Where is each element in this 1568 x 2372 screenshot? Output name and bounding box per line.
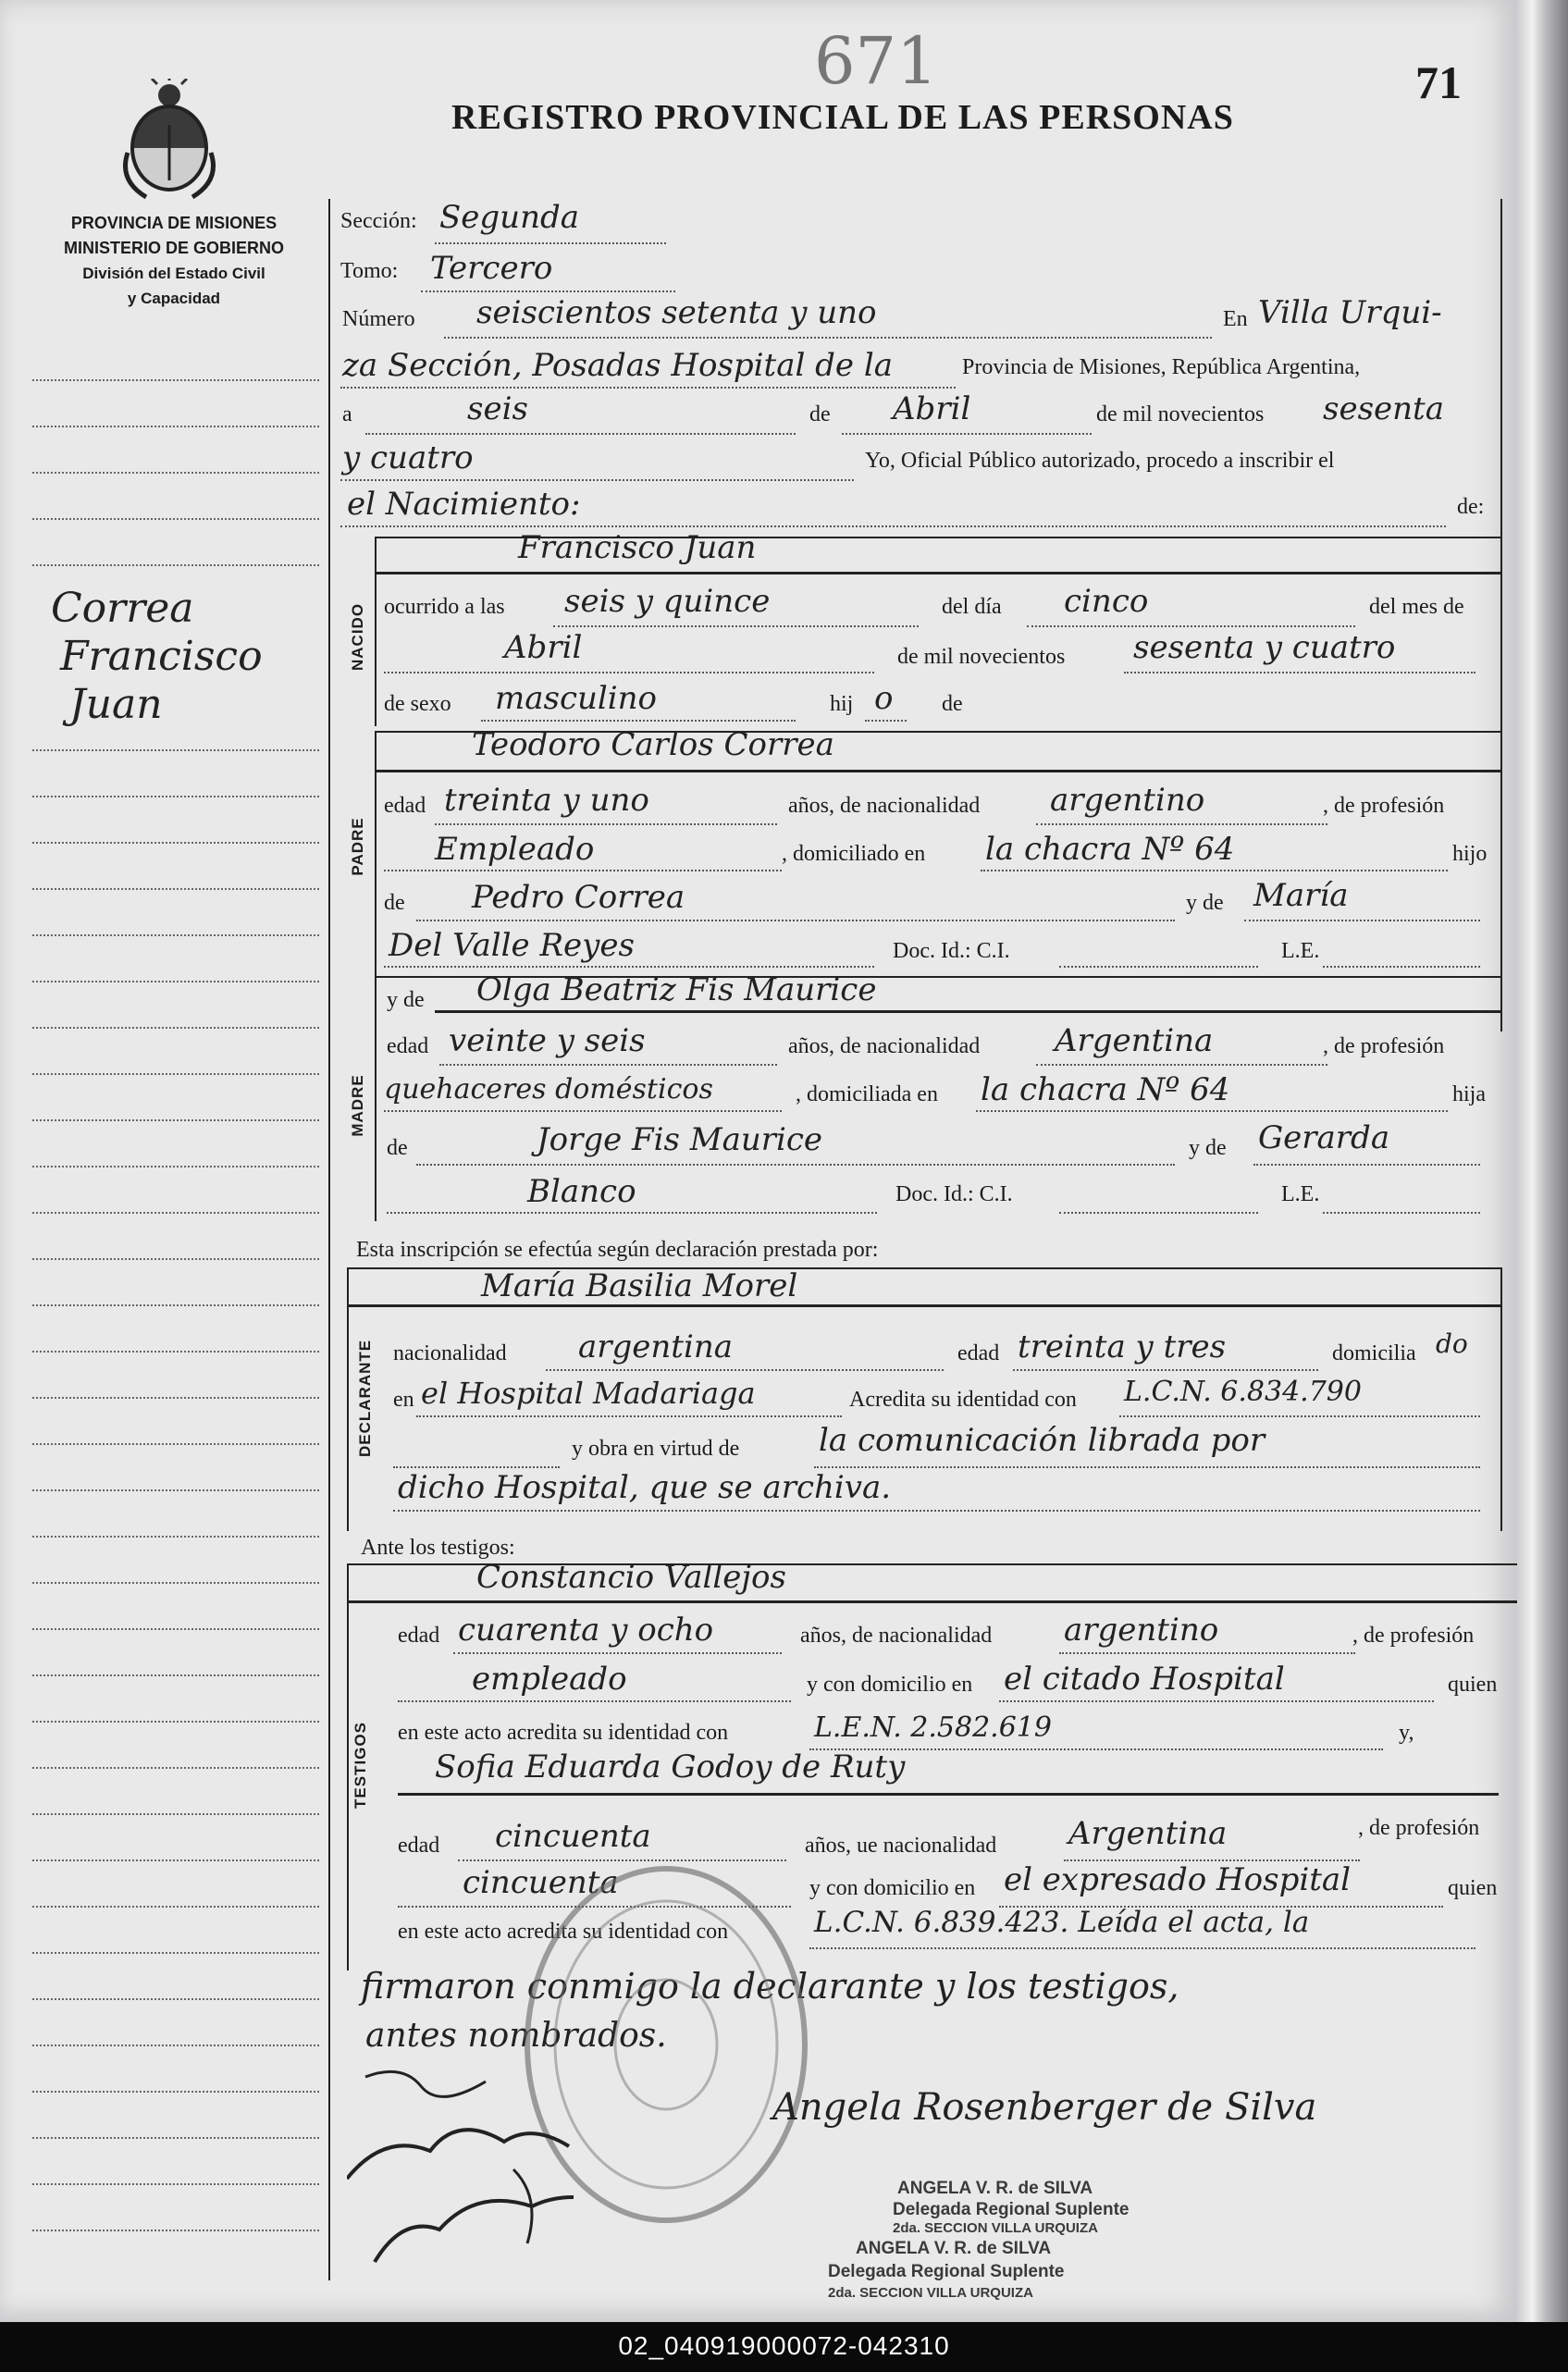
- label-madre-le: L.E.: [1281, 1182, 1320, 1206]
- label-padre-doc: Doc. Id.: C.I.: [893, 939, 1010, 963]
- entry-testigo2-nombre: Sofia Eduarda Godoy de Ruty: [435, 1748, 906, 1785]
- entry-padre-madre-2: Del Valle Reyes: [389, 927, 635, 964]
- page-number: 71: [1415, 56, 1462, 108]
- label-testigo1-profesion: , de profesión: [1352, 1624, 1475, 1648]
- entry-padre-madre-1: María: [1253, 877, 1349, 914]
- org-ministry: MINISTERIO DE GOBIERNO: [63, 239, 285, 257]
- entry-testigo1-dom: el citado Hospital: [1004, 1661, 1285, 1698]
- entry-madre-madre-2: Blanco: [527, 1173, 636, 1210]
- entry-numero: seiscientos setenta y uno: [476, 294, 877, 331]
- left-frame-line: [328, 199, 330, 2280]
- entry-cierre-1: firmaron conmigo la declarante y los testigos,: [361, 1966, 1179, 2007]
- label-testigo2-edad: edad: [398, 1834, 440, 1858]
- entry-testigo1-nac: argentino: [1064, 1612, 1219, 1649]
- entry-madre-edad: veinte y seis: [449, 1022, 646, 1059]
- document-id: 02_040919000072-042310: [618, 2331, 950, 2360]
- label-testigo2-quien: quien: [1448, 1876, 1498, 1900]
- entry-madre-madre-1: Gerarda: [1258, 1119, 1390, 1156]
- coat-of-arms-icon: [118, 79, 220, 208]
- entry-declarante-dom-value: el Hospital Madariaga: [421, 1376, 756, 1411]
- entry-hij-suffix: o: [874, 680, 894, 717]
- entry-madre-nac: Argentina: [1055, 1022, 1214, 1059]
- section-label-declarante: DECLARANTE: [356, 1339, 374, 1457]
- handwritten-number: 671: [814, 23, 938, 99]
- label-declarante-obra: y obra en virtud de: [572, 1437, 740, 1461]
- label-padre-profesion: , de profesión: [1323, 794, 1445, 818]
- label-madre-y-de: y de: [387, 988, 425, 1012]
- entry-testigo1-doc: L.E.N. 2.582.619: [814, 1711, 1052, 1744]
- entry-declarante-obra-1: la comunicación librada por: [819, 1422, 1266, 1459]
- label-en: En: [1223, 307, 1248, 331]
- label-de-colon: de:: [1457, 495, 1485, 519]
- label-seccion: Sección:: [340, 209, 417, 233]
- book-edge: [1517, 0, 1568, 2322]
- label-declarante-nac: nacionalidad: [393, 1341, 507, 1365]
- entry-mes: Abril: [893, 390, 971, 427]
- entry-lugar-1: Villa Urqui-: [1258, 294, 1442, 331]
- entry-declarante-obra-2: dicho Hospital, que se archiva.: [398, 1469, 892, 1506]
- label-madre-anos: años, de nacionalidad: [788, 1034, 981, 1058]
- label-declaracion: Esta inscripción se efectúa según declaración prestada por:: [356, 1238, 879, 1262]
- label-testigo2-profesion: , de profesión: [1358, 1816, 1480, 1840]
- label-madre-doc: Doc. Id.: C.I.: [895, 1182, 1013, 1206]
- label-testigo2-dom: y con domicilio en: [809, 1876, 976, 1900]
- label-madre-y-de-2: y de: [1189, 1136, 1227, 1160]
- entry-declarante-doc: L.C.N. 6.834.790: [1124, 1376, 1362, 1408]
- label-madre-de: de: [387, 1136, 408, 1160]
- label-declarante-dom: domicilia: [1332, 1341, 1416, 1365]
- label-mil-novecientos: de mil novecientos: [1096, 402, 1265, 426]
- section-label-padre: PADRE: [349, 817, 366, 876]
- entry-padre-nombre: Teodoro Carlos Correa: [472, 726, 834, 763]
- section-label-madre: MADRE: [349, 1074, 366, 1137]
- entry-madre-prof: quehaceres domésticos: [384, 1073, 713, 1106]
- label-de-mil-novecientos: de mil novecientos: [897, 645, 1066, 669]
- entry-sexo: masculino: [495, 680, 658, 717]
- entry-testigo2-doc: L.C.N. 6.839.423. Leída el acta, la: [814, 1906, 1310, 1939]
- label-a: a: [342, 402, 352, 426]
- margin-surname: Correa: [51, 585, 194, 632]
- org-capacity: y Capacidad: [127, 290, 221, 307]
- entry-declarante-edad: treinta y tres: [1018, 1328, 1227, 1365]
- label-padre-anos: años, de nacionalidad: [788, 794, 981, 818]
- entry-cierre-2: antes nombrados.: [365, 2017, 667, 2055]
- label-de: de: [809, 402, 831, 426]
- label-testigo2-anos: años, ue nacionalidad: [805, 1834, 997, 1858]
- label-numero: Número: [342, 307, 415, 331]
- label-madre-profesion: , de profesión: [1323, 1034, 1445, 1058]
- label-padre-y-de: y de: [1186, 891, 1224, 915]
- label-tomo: Tomo:: [340, 259, 399, 283]
- entry-anio-nac: sesenta y cuatro: [1133, 629, 1396, 666]
- label-testigo1-acredita: en este acto acredita su identidad con: [398, 1721, 729, 1745]
- signature-oficial: Angela Rosenberger de Silva: [772, 2086, 1317, 2129]
- margin-name-1: Francisco: [60, 633, 263, 680]
- stamp-line-4: ANGELA V. R. de SILVA: [856, 2239, 1052, 2258]
- issuing-organization: [26, 211, 322, 311]
- label-del-dia: del día: [942, 595, 1002, 619]
- label-padre-edad: edad: [384, 794, 426, 818]
- label-padre-le: L.E.: [1281, 939, 1320, 963]
- label-ocurrido: ocurrido a las: [384, 595, 505, 619]
- label-ante-testigos: Ante los testigos:: [361, 1536, 515, 1560]
- entry-nombre: Francisco Juan: [518, 529, 757, 566]
- entry-anio-2: y cuatro: [342, 439, 474, 476]
- label-madre-edad: edad: [387, 1034, 429, 1058]
- entry-padre-nac: argentino: [1050, 782, 1205, 819]
- label-testigo1-anos: años, de nacionalidad: [800, 1624, 993, 1648]
- label-oficial: Yo, Oficial Público autorizado, procedo a inscribir el: [865, 449, 1335, 473]
- section-label-nacido: NACIDO: [349, 602, 366, 671]
- label-padre-de: de: [384, 891, 405, 915]
- entry-testigo2-edad: cincuenta: [495, 1818, 651, 1855]
- entry-dia: seis: [467, 390, 528, 427]
- entry-declarante-nac: argentina: [578, 1328, 734, 1365]
- signature-scribbles-icon: [347, 2058, 597, 2271]
- entry-dia-nac: cinco: [1064, 583, 1149, 620]
- entry-testigo2-nac: Argentina: [1068, 1815, 1228, 1852]
- margin-note: [51, 585, 263, 729]
- entry-madre-dom: la chacra Nº 64: [981, 1071, 1230, 1108]
- entry-padre-dom: la chacra Nº 64: [985, 831, 1235, 868]
- section-label-testigos: TESTIGOS: [352, 1722, 369, 1809]
- entry-padre-padre: Pedro Correa: [472, 879, 685, 916]
- label-declarante-acredita: Acredita su identidad con: [849, 1388, 1077, 1412]
- label-del-mes: del mes de: [1369, 595, 1464, 619]
- label-de-2: de: [942, 692, 963, 716]
- entry-testigo2-dom: el expresado Hospital: [1004, 1861, 1352, 1898]
- org-province: PROVINCIA DE MISIONES: [70, 214, 278, 232]
- entry-madre-nombre: Olga Beatriz Fis Maurice: [476, 971, 877, 1008]
- stamp-line-1: ANGELA V. R. de SILVA: [897, 2179, 1093, 2198]
- label-declarante-en: en: [393, 1388, 414, 1412]
- entry-declarante-dom-suffix: do: [1436, 1328, 1468, 1359]
- entry-hora: seis y quince: [564, 583, 771, 620]
- entry-padre-edad: treinta y uno: [444, 782, 649, 819]
- label-hij: hij: [830, 692, 854, 716]
- label-hija: hija: [1452, 1082, 1486, 1106]
- stamp-line-3: 2da. SECCION VILLA URQUIZA: [893, 2220, 1098, 2236]
- label-hijo: hijo: [1452, 842, 1488, 866]
- label-testigo1-y: y,: [1399, 1721, 1414, 1745]
- page-title: REGISTRO PROVINCIAL DE LAS PERSONAS: [451, 98, 1234, 137]
- org-division: División del Estado Civil: [82, 265, 265, 282]
- entry-tomo: Tercero: [430, 250, 553, 287]
- entry-testigo1-edad: cuarenta y ocho: [458, 1612, 714, 1649]
- entry-testigo2-prof: cincuenta: [463, 1864, 619, 1901]
- stamp-line-2: Delegada Regional Suplente: [893, 2200, 1130, 2219]
- label-testigo1-quien: quien: [1448, 1673, 1498, 1697]
- label-provincia: Provincia de Misiones, República Argentina,: [962, 355, 1361, 379]
- label-declarante-edad: edad: [957, 1341, 1000, 1365]
- entry-seccion: Segunda: [439, 199, 580, 236]
- label-testigo1-edad: edad: [398, 1624, 440, 1648]
- entry-madre-padre: Jorge Fis Maurice: [537, 1121, 823, 1158]
- label-testigo2-acredita: en este acto acredita su identidad con: [398, 1920, 729, 1944]
- entry-declarante-nombre: María Basilia Morel: [481, 1267, 798, 1304]
- entry-lugar-2: za Sección, Posadas Hospital de la: [342, 347, 893, 384]
- entry-mes-nac: Abril: [504, 629, 583, 666]
- right-frame-line: [1500, 199, 1502, 1032]
- label-sexo: de sexo: [384, 692, 451, 716]
- entry-testigo1-nombre: Constancio Vallejos: [476, 1559, 786, 1596]
- entry-padre-prof: Empleado: [435, 831, 595, 868]
- stamp-line-6: 2da. SECCION VILLA URQUIZA: [828, 2285, 1033, 2301]
- entry-acto: el Nacimiento:: [347, 486, 581, 523]
- label-testigo1-dom: y con domicilio en: [807, 1673, 973, 1697]
- label-padre-dom: , domiciliado en: [782, 842, 926, 866]
- margin-name-2: Juan: [69, 681, 163, 728]
- label-madre-dom: , domiciliada en: [796, 1082, 938, 1106]
- entry-anio-1: sesenta: [1323, 390, 1444, 427]
- entry-testigo1-prof: empleado: [472, 1661, 627, 1698]
- stamp-line-5: Delegada Regional Suplente: [828, 2262, 1065, 2281]
